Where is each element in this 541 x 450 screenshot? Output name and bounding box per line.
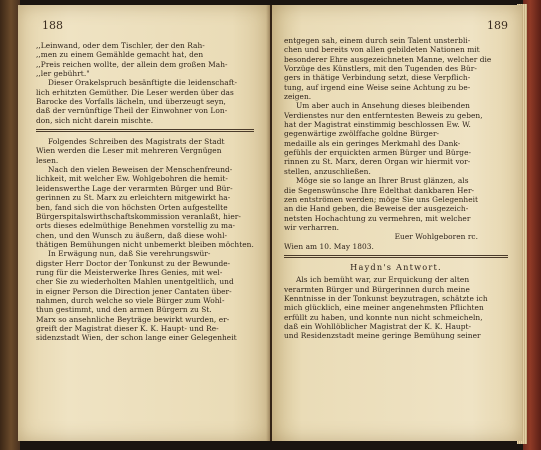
text-line: ben, fand sich die von höchsten Orten aufgestellte xyxy=(36,202,228,212)
page-number: 189 xyxy=(487,19,508,32)
text-line: ,,ler gebührt." xyxy=(36,69,90,79)
text-line: thun gestimmt, und den armen Bürgern zu St. xyxy=(36,305,212,315)
text-line: lesen. xyxy=(36,155,59,165)
text-line: leidenswerthe Lage der verarmten Bürger und Bür- xyxy=(36,183,233,193)
text-line: Möge sie so lange an Ihrer Brust glänzen, als xyxy=(296,176,469,186)
page-number: 188 xyxy=(42,19,63,32)
text-line: gers in thätige Verbindung setzt, diese Verpflich- xyxy=(284,73,471,83)
text-line: chen und bereits von allen gebildeten Nationen mit xyxy=(284,45,480,55)
text-line: ,,men zu einem Gemählde gemacht hat, den xyxy=(36,50,204,60)
text-line: verarmten Bürger und Bürgerinnen durch meine xyxy=(284,284,470,294)
text-line: greift der Magistrat dieser K. K. Haupt- und Re- xyxy=(36,323,219,333)
text-line: Folgendes Schreiben des Magistrats der Stadt xyxy=(48,137,225,147)
right-page xyxy=(272,5,522,441)
text-line: gefühls der erquickten armen Bürger und Bürge- xyxy=(284,148,472,158)
text-line: mich glücklich, eine meiner angenehmsten Pflichten xyxy=(284,303,484,313)
section-divider xyxy=(36,129,254,132)
text-line: lich erhitzten Gemüther. Die Leser werden über das xyxy=(36,87,234,97)
letter-closing: Euer Wohlgeboren rc. xyxy=(394,232,478,242)
left-page xyxy=(18,5,270,441)
text-line: chen, und den Wunsch zu äußern, daß diese wohl- xyxy=(36,230,228,240)
section-heading: Haydn's Antwort. xyxy=(350,261,442,272)
text-line: rung für die Meisterwerke Ihres Genies, mit wel- xyxy=(36,267,223,277)
text-line: digster Herr Doctor der Tonkunst zu der Bewunde- xyxy=(36,258,231,268)
text-line: gerinnen zu St. Marx zu erleichtern mitgewirkt ha- xyxy=(36,193,231,203)
right-page-text xyxy=(284,36,508,341)
text-line: don, sich nicht darein mischte. xyxy=(36,115,154,125)
text-line: nahmen, durch welche so viele Bürger zum Wohl- xyxy=(36,295,225,305)
text-line: ,,Preis reichen wollte, der allein dem großen Mah- xyxy=(36,59,228,69)
text-line: an die Hand geben, die Beweise der ausgezeich- xyxy=(284,204,469,214)
text-line: Vorzüge des Künstlers, mit den Tugenden des Bür- xyxy=(284,64,477,74)
text-line: hat der Magistrat einstimmig beschlossen Ew. W. xyxy=(284,120,471,130)
text-line: Marx so ansehnliche Beyträge bewirkt wurden, er- xyxy=(36,314,230,324)
text-line: in eigner Person die Direction jener Cantaten über- xyxy=(36,286,232,296)
text-line: daß der vernünftige Theil der Einwohner von Lon- xyxy=(36,106,228,116)
text-line: Um aber auch in Ansehung dieses bleibenden xyxy=(296,101,470,111)
text-line: lichkeit, mit welcher Ew. Wohlgebohren die hemit- xyxy=(36,174,228,184)
text-line: die Segenswünsche Ihre Edelthat dankbaren Her- xyxy=(284,185,475,195)
text-line: gegenwärtige zwölffache goldne Bürger- xyxy=(284,129,440,139)
text-line: wir verharren. xyxy=(284,222,340,232)
text-line: besonderer Ehre ausgezeichneten Manne, welcher die xyxy=(284,54,492,64)
text-line: cher Sie zu wiederholten Mahlen unentgeltlich, und xyxy=(36,277,234,287)
text-line: entgegen sah, einem durch sein Talent unsterbli- xyxy=(284,36,471,45)
text-line: tung, auf irgend eine Weise seine Achtung zu be- xyxy=(284,82,471,92)
text-line: daß ein Wohllöblicher Magistrat der K. K. Haupt- xyxy=(284,321,472,331)
text-line: Barocke des Vorfalls lächeln, und überzeugt seyn, xyxy=(36,97,226,107)
letter-dateline: Wien am 10. May 1803. xyxy=(284,241,374,251)
text-line: In Erwägung nun, daß Sie verehrungswür- xyxy=(48,249,211,259)
text-line: und Residenzstadt meine geringe Bemühung seiner xyxy=(284,331,481,341)
text-line: sidenzstadt Wien, der schon lange einer Gelegenheit xyxy=(36,333,237,343)
text-line: ,,Leinwand, oder dem Tischler, der den Rah- xyxy=(36,41,205,50)
text-line: Verdienstes nur den entferntesten Beweis zu geben, xyxy=(284,110,483,120)
text-line: medaille als ein geringes Merkmahl des Dank- xyxy=(284,138,461,148)
text-line: zen entströmen werden; möge Sie uns Gelegenheit xyxy=(284,194,479,204)
text-line: thätigen Bemühungen nicht unbemerkt bleiben möchten. xyxy=(36,239,254,249)
text-line: stellen, anzuschließen. xyxy=(284,166,371,176)
text-line: rinnen zu St. Marx, deren Organ wir hiermit vor- xyxy=(284,157,471,167)
text-line: Kenntnisse in der Tonkunst beyzutragen, schätzte ich xyxy=(284,293,488,303)
text-line: Bürgerspitalswirthschaftskommission veranlaßt, hier- xyxy=(36,211,241,221)
text-line: netsten Hochachtung zu vermehren, mit welcher xyxy=(284,213,471,223)
section-divider xyxy=(284,255,508,258)
text-line: Nach den vielen Beweisen der Menschenfreund- xyxy=(48,165,233,175)
left-page-text xyxy=(36,41,254,343)
text-line: Als ich bemüht war, zur Erquickung der alten xyxy=(296,275,470,285)
text-line: orts dieses edelmüthige Benehmen vorstellig zu ma- xyxy=(36,221,236,231)
book-cover-left xyxy=(0,0,20,450)
text-line: zeigen. xyxy=(284,92,312,102)
text-line: Wien werden die Leser mit mehreren Vergnügen xyxy=(36,146,222,156)
text-line: erfüllt zu haben, und konnte nun nicht schmeicheln, xyxy=(284,312,483,322)
text-line: Dieser Orakelspruch besänftigte die leidenschaft- xyxy=(48,78,238,88)
